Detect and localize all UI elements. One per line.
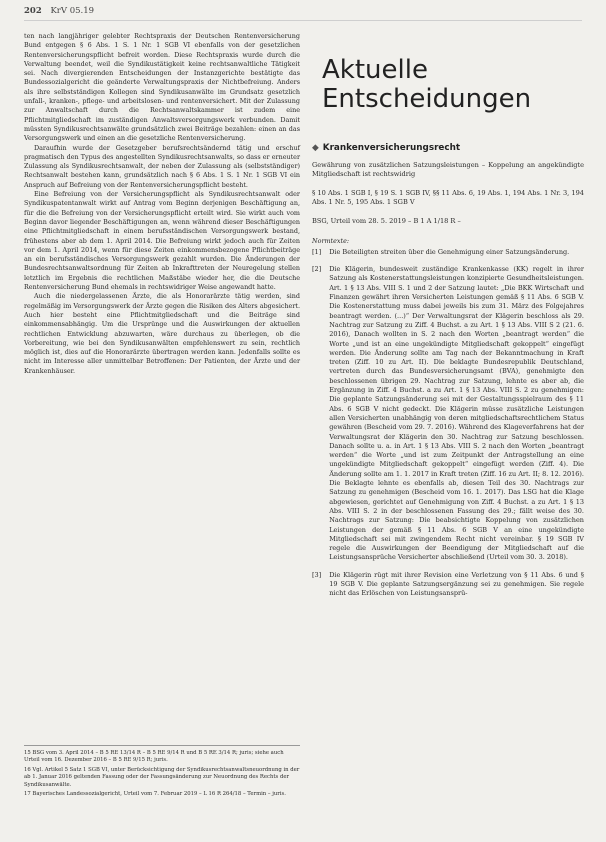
numbered-paragraph <box>312 248 584 257</box>
footnote: 16 Vgl. Artikel 5 Satz 1 SGB VI, unter Berücksichtigung der Syndikusrechtsanwaltsneuordnung in der ab 1. Januar 2016 geltenden Fassung oder der Fassungsänderung zur Neuordnung des Rechts der Syndikusanwälte. <box>24 766 300 788</box>
journal-name: KrV 05.19 <box>50 6 95 16</box>
right-column <box>312 56 584 607</box>
page-number: 202 <box>24 6 42 16</box>
body-paragraph: Eine Befreiung von der Versicherungspflicht als Syndikusrechtsanwalt oder Syndikuspatentanwalt wirkt auf Antrag vom Beginn derjenigen Beschäftigung an, für die die Befreiung von der Versicherungspflicht erteilt wird. Sie wirkt auch vom Beginn davor liegender Beschäftigungen an, wenn während dieser Beschäftigungen eine Pflichtmitgliedschaft in einem berufsständischen Versorgungswerk bestand, frühestens aber ab dem 1. April 2014. Die Befreiung wirkt jedoch auch für Zeiten vor dem 1. April 2014, wenn für diese Zeiten einkommensbezogene Pflichtbeiträge an ein berufsständisches Versorgungswerk gezahlt wurden. Die Änderungen der Bundesrechtsanwaltsordnung für Zeiten ab Inkrafttreten der Neuregelung stellen letztlich im Ergebnis die rechtlichen Maßstäbe wieder her, die die Deutsche Rentenversicherung Bund ehemals in rechtswidriger Weise angewandt hatte. <box>24 190 300 292</box>
diamond-icon: ◆ <box>312 143 319 153</box>
paragraph-text: Die Klägerin rügt mit ihrer Revision eine Verletzung von § 11 Abs. 6 und § 19 SGB V. Die geplante Satzungsergänzung sei zu genehmigen. Sie regele nicht das Erlöschen von Leistungsansprü- <box>329 570 584 598</box>
paragraph-number: [1] <box>312 247 322 256</box>
numbered-paragraph <box>312 265 584 563</box>
numbered-paragraph <box>312 571 584 599</box>
category-heading <box>312 144 584 153</box>
category-label: Krankenversicherungsrecht <box>322 143 461 153</box>
court-citation: BSG, Urteil vom 28. 5. 2019 – B 1 A 1/18 R – <box>312 217 461 226</box>
section-title <box>322 56 584 114</box>
body-paragraph: Daraufhin wurde der Gesetzgeber berufsrechtsändernd tätig und erschuf pragmatisch den Typus des angestellten Syndikusrechtsanwalts, so dass er erneuter Zulassung als Syndikusrechtsanwalt, der neben der Zulassung als (selbstständiger) Rechtsanwalt bestehen kann, grundsätzlich nach § 6 Abs. 1 S. 1 Nr. 1 SGB VI ein Anspruch auf Befreiung von der Rentenversicherungspflicht besteht. <box>24 143 300 189</box>
footnote: 15 BSG vom 3. April 2014 – B 5 RE 13/14 R – B 5 RE 9/14 R und B 5 RE 3/14 R; juris; siehe auch Urteil vom 16. Dezember 2016 – B 5 RE 9/15 R; juris. <box>24 750 284 764</box>
normtext-heading: Normtexte: <box>312 236 350 245</box>
footnotes <box>24 745 300 800</box>
law-references: § 10 Abs. 1 SGB I, § 19 S. 1 SGB IV, §§ 11 Abs. 6, 19 Abs. 1, 194 Abs. 1 Nr. 3, 194 Abs. 1 Nr. 5, 195 Abs. 1 SGB V <box>312 189 584 207</box>
body-paragraph: Auch die niedergelassenen Ärzte, die als Honorarärzte tätig werden, sind regelmäßig im Versorgungswerk der Ärzte gegen die Risiken des Alters abgesichert. Auch hier besteht eine Pflichtmitgliedschaft und die Beiträge sind einkommensabhängig. Um die Ursprünge und die Auswirkungen der aktuellen rechtlichen Entwicklung abzuwarten, wäre durchaus zu überlegen, ob die Vorbereitung, wie bei den Syndikusanwälten empfehlenswert zu sein, rechtlich möglich ist, dies auf die Honorarärzte übertragen werden kann. Jedenfalls sollte es nicht im Interesse aller unmittelbar Betroffenen: Der Patienten, der Ärzte und der Krankenhäuser. <box>24 292 300 375</box>
paragraph-text: Die Klägerin, bundesweit zuständige Krankenkasse (KK) regelt in ihrer Satzung als Kostenerstattungsleistungen konzipierte Gesundheitsleistungen. Art. 1 § 13 Abs. VIII S. 1 und 2 der Satzung lautet: „Die BKK Wirtschaft und Finanzen gewährt ihren Versicherten Leistungen gemäß § 11 Abs. 6 SGB V. Die Kostenerstattung muss dabei jeweils bis zum 31. März des Folgejahres beantragt werden. (...)“ Der Verwaltungsrat der Klägerin beschloss als 29. Nachtrag zur Satzung zu Ziff. 4 Buchst. a zu Art. 1 § 13 Abs. VIII S 2 (21. 6. 2016), Danach wollten in S. 2 nach den Worten „beantragt werden“ die Worte „und ist an eine ungekündigte Mitgliedschaft gekoppelt“ eingefügt werden. Die Änderung sollte am Tag nach der Bekanntmachung in Kraft treten (Ziff. 10 zu Art. II). Die beklagte Bundesrepublik Deutschland, vertreten durch das Bundesversicherungsamt (BVA), genehmigte den beschlossenen übrigen 29. Nachtrag zur Satzung, lehnte es aber ab, die Ergänzung in Ziff. 4 Buchst. a zu Art. 1 § 13 Abs. VIII S. 2 zu genehmigen: Die geplante Satzungsänderung sei mit der Gestaltungsspielraum des § 11 Abs. 6 SGB V nicht gedeckt. Die Klägerin müsse zusätzliche Leistungen allen Versicherten unabhängig von deren mitgliedschaftsrechtlichem Status gewähren (Bescheid vom 29. 7. 2016). Während des Klageverfahrens hat der Verwaltungsrat der Klägerin den 30. Nachtrag zur Satzung beschlossen. Danach sollte u. a. in Art. 1 § 13 Abs. VIII S. 2 nach den Worten „beantragt werden“ die Worte „und ist zum Zeitpunkt der Antragstellung an eine ungekündigte Mitgliedschaft gekoppelt“ eingefügt werden (Ziff. 4). Die Änderung sollte am 1. 1. 2017 in Kraft treten (Ziff. 16 zu Art. II; 8. 12. 2016). Die Beklagte lehnte es ebenfalls ab, diesen Teil des 30. Nachtrags zur Satzung zu genehmigen (Bescheid vom 16. 1. 2017). Das LSG hat die Klage abgewiesen, gerichtet auf Genehmigung von Ziff. 4 Buchst. a zu Art. 1 § 13 Abs. VIII S. 2 in der beschlossenen Fassung des 29.; fällt weise des 30. Nachtrags zur Satzung: Die beabsichtigte Koppelung von zusätzlichen Leistungen der gemäß § 11 Abs. 6 SGB V an eine ungekündigte Mitgliedschaft sei mit zwingendem Recht nicht vereinbar. § 19 SGB IV regele die Auswirkungen der Beendigung der Mitgliedschaft auf die Leistungsansprüche Versicherter abschließend (Urteil vom 30. 3. 2018). <box>329 265 584 562</box>
page-header <box>24 6 582 21</box>
section-title-line: Aktuelle <box>322 55 428 85</box>
left-column <box>24 32 300 376</box>
section-title-line: Entscheidungen <box>322 84 532 114</box>
paragraph-number: [2] <box>312 265 322 274</box>
case-title: Gewährung von zusätzlichen Satzungsleistungen – Koppelung an angekündigte Mitgliedschaft ist rechtswidrig <box>312 161 584 179</box>
body-paragraph: ten nach langjähriger gelebter Rechtspraxis der Deutschen Rentenversicherung Bund entgegen § 6 Abs. 1 S. 1 Nr. 1 SGB VI ebenfalls von der gesetzlichen Rentenversicherungspflicht befreit worden. Diese Rechtspraxis wurde durch die Verwaltung beendet, weil die Syndikustätigkeit keine rechtsanwaltliche Tätigkeit sei. Nach divergierenden Entscheidungen der Instanzgerichte bestätigte das Bundessozialgericht die geänderte Verwaltungspraxis der Nichtbefreiung. Anders als ihre selbstständigen Kollegen sind Syndikusanwälte im Grundsatz gesetzlich unfall-, kranken-, pflege- und arbeitslosen- und rentenversichert. Mit der Zulassung zur Anwaltschaft durch die Rechtsanwaltskammer ist zudem eine Pflichtmitgliedschaft im zuständigen Anwaltsversorgungswerk verbunden. Damit müssten Syndikusrechtsanwälte grundsätzlich zwei Beiträge bezahlen: einen an das Versorgungswerk und einen an die gesetzliche Rentenversicherung. <box>24 32 300 143</box>
paragraph-number: [3] <box>312 570 322 579</box>
footnote: 17 Bayerisches Landessozialgericht, Urteil vom 7. Februar 2019 – L 16 R 264/18 – Termin – juris. <box>24 791 286 798</box>
paragraph-text: Die Beteiligten streiten über die Genehmigung einer Satzungsänderung. <box>329 247 570 256</box>
